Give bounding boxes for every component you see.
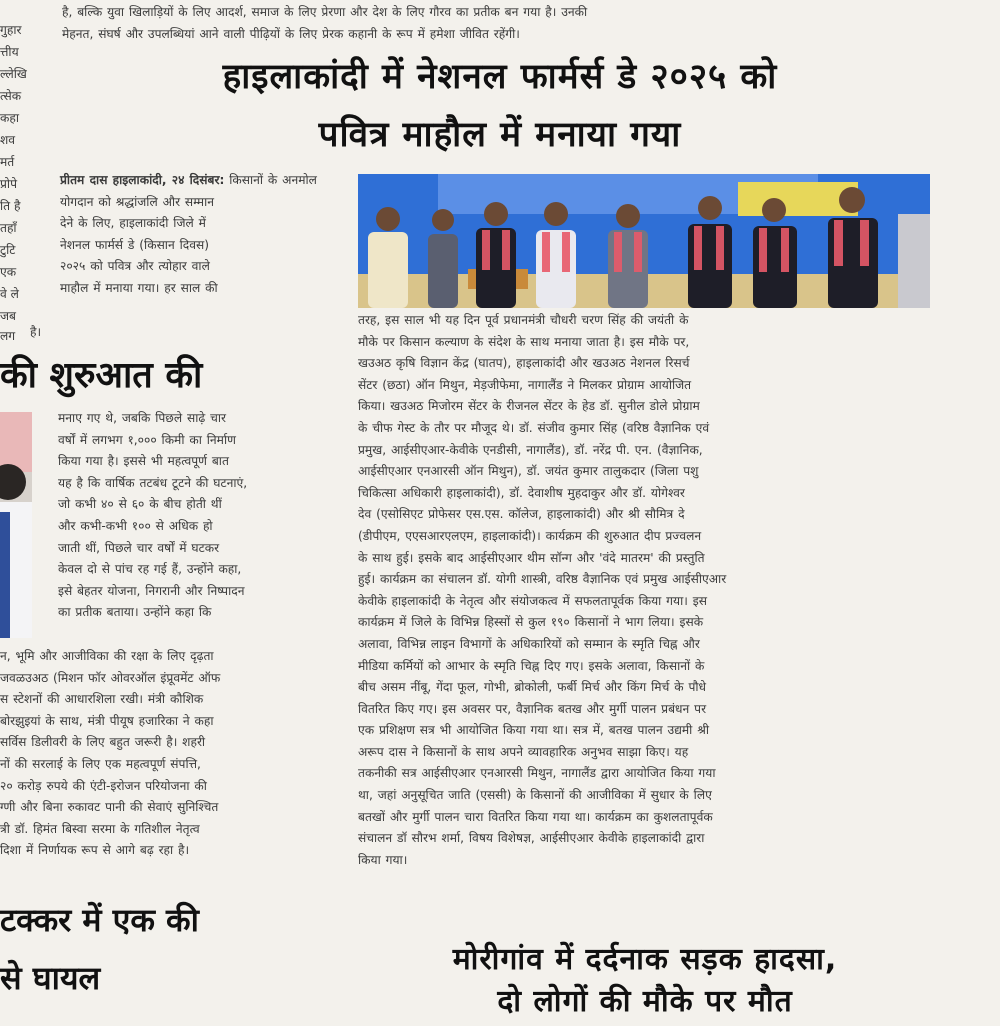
article-intro: [60, 170, 330, 300]
body-line: तकनीकी सत्र आईसीएआर एनआरसी मिथुन, नागालैंड द्वारा आयोजित किया गया: [358, 766, 716, 781]
left-story-line: और कभी-कभी १०० से अधिक हो: [58, 518, 213, 533]
body-line: हुई। कार्यक्रम का संचालन डॉ. योगी शास्त्री, वरिष्ठ वैज्ञानिक एवं प्रमुख आईसीएआर: [358, 572, 727, 587]
top-strip-line-1: है, बल्कि युवा खिलाड़ियों के लिए आदर्श, समाज के लिए प्रेरणा और देश के लिए गौरव का प्रतीक बन गया है। उनकी: [62, 5, 588, 19]
margin-line: एक: [0, 265, 17, 279]
left-story-photo-image: [0, 412, 32, 638]
body-line: सेंटर (छठा) ऑन मिथुन, मेड़जीफेमा, नागालैंड ने मिलकर प्रोग्राम आयोजित: [358, 377, 692, 392]
body-line: आईसीएआर एनआरसी ऑन मिथुन), डॉ. जयंत कुमार तालुकदार (जिला पशु: [358, 464, 699, 479]
margin-line: है।: [30, 325, 42, 339]
left-story-line: केवल दो से पांच रह गई हैं, उन्होंने कहा,: [58, 562, 242, 577]
body-line: किया। खउअठ मिजोरम सेंटर के रीजनल सेंटर के हेड डॉ. सुनील डोले प्रोग्राम: [358, 399, 700, 414]
body-line: किया गया।: [358, 852, 408, 867]
margin-line: मर्त: [0, 155, 15, 169]
left-story-wide-line: जवळउअठ (मिशन फॉर ओवरऑल इंप्रूवमेंट ऑफ: [0, 670, 221, 685]
event-photo: [358, 174, 930, 308]
margin-line: वे ले: [0, 287, 19, 301]
body-line: के साथ हुई। इसके बाद आईसीएआर थीम सॉन्ग और 'वंदे मातरम' की प्रस्तुति: [358, 550, 705, 565]
body-line: कार्यक्रम में जिले के विभिन्न हिस्सों से कुल १९० किसानों ने भाग लिया। इसके: [358, 615, 704, 630]
body-line: के चीफ गेस्ट के तौर पर मौजूद थे। डॉ. संजीव कुमार सिंह (वरिष्ठ वैज्ञानिक एवं: [358, 420, 710, 435]
headline-line-1: हाइलाकांदी में नेशनल फार्मर्स डे २०२५ को: [222, 57, 778, 97]
left-story-photo: [0, 412, 32, 638]
left-story-wide-line: २० करोड़ रुपये की एंटी-इरोजन परियोजना की: [0, 778, 207, 793]
margin-line: लग: [0, 329, 16, 343]
body-line: अलावा, विभिन्न लाइन विभागों के अधिकारियों को सम्मान के स्मृति चिह्न और: [358, 636, 700, 651]
margin-line: प्रोपे: [0, 177, 18, 191]
body-line: मौके पर किसान कल्याण के संदेश के साथ मनाया जाता है। इस मौके पर,: [358, 334, 690, 349]
body-line: था, जहां अनुसूचित जाति (एससी) के किसानों की आजीविका में सुधार के लिए: [358, 788, 712, 803]
left-story-line: जाती थीं, पिछले चार वर्षों में घटकर: [58, 540, 220, 555]
left-story-wide-line: दिशा में निर्णायक रूप से आगे बढ़ रहा है।: [0, 843, 190, 858]
left-story-headline: की शुरुआत की: [0, 355, 203, 396]
body-line: तरह, इस साल भी यह दिन पूर्व प्रधानमंत्री चौधरी चरण सिंह की जयंती के: [358, 313, 689, 327]
left-story-line: जो कभी ४० से ६० के बीच होती थीं: [58, 497, 222, 512]
body-line: मीडिया कर्मियों को आभार के स्मृति चिह्न दिए गए। इसके अलावा, किसानों के: [358, 658, 705, 673]
margin-line: त्तीय: [0, 45, 19, 59]
body-line: बतखों और मुर्गी पालन चारा वितरित किया गया था। कार्यक्रम का कुशलतापूर्वक: [358, 809, 713, 824]
left-story-wide-line: सर्विस डिलीवरी के लिए बहुत जरूरी है। शहरी: [0, 735, 206, 750]
body-line: एक प्रशिक्षण सत्र भी आयोजित किया गया था। सत्र में, बतख पालन उद्यमी श्री: [358, 723, 709, 738]
body-line: (डीपीएम, एएसआरएलएम, हाइलाकांदी)। कार्यक्रम की शुरुआत दीप प्रज्वलन: [358, 528, 702, 543]
left-story-line: यह है कि वार्षिक तटबंध टूटने की घटनाएं,: [58, 475, 248, 490]
left-story-line: मनाए गए थे, जबकि पिछले साढ़े चार: [58, 411, 226, 425]
margin-line: त्सेक: [0, 89, 22, 103]
left-story-wide-line: त्री डॉ. हिमंत बिस्वा सरमा के गतिशील नेतृत्व: [0, 821, 200, 836]
article-body: [358, 310, 932, 871]
left-story-wide-line: नों की सरलाई के लिए एक महत्वपूर्ण संपत्ति,: [0, 756, 201, 771]
left-story-line: किया गया है। इससे भी महत्वपूर्ण बात: [58, 454, 229, 469]
margin-line: शव: [0, 133, 16, 147]
left-story-line: वर्षों में लगभग १,००० किमी का निर्माण: [58, 432, 236, 447]
body-line: वितरित किए गए। इस अवसर पर, वैज्ञानिक बतख और मुर्गी पालन प्रबंधन पर: [358, 701, 707, 716]
left-story-line: इसे बेहतर योजना, निगरानी और निष्पादन: [58, 583, 245, 598]
intro-line: २०२५ को पवित्र और त्योहार वाले: [60, 259, 210, 274]
left-story-line: का प्रतीक बताया। उन्होंने कहा कि: [58, 605, 212, 620]
body-line: खउअठ कृषि विज्ञान केंद्र (घातप), हाइलाकांदी और खउअठ नेशनल रिसर्च: [358, 356, 690, 371]
margin-line: टुटि: [0, 243, 16, 257]
margin-line: तहाँ: [0, 221, 17, 235]
byline: प्रीतम दास हाइलाकांदी, २४ दिसंबर:: [60, 173, 225, 187]
margin-line: जब: [0, 309, 17, 323]
intro-line: किसानों के अनमोल: [229, 173, 317, 187]
bottom-story-headline-1: मोरीगांव में दर्दनाक सड़क हादसा,: [452, 942, 838, 977]
left-bottom-headline-2: से घायल: [0, 959, 101, 997]
left-story-wide-line: बोरझुइयां के साथ, मंत्री पीयूष हजारिका ने कहा: [0, 713, 214, 728]
top-strip-line-2: मेहनत, संघर्ष और उपलब्धियां आने वाली पीढ़ियों के लिए प्रेरक कहानी के रूप में हमेशा जीवित रहेंगी।: [62, 27, 520, 41]
headline-line-2: पवित्र माहौल में मनाया गया: [318, 115, 682, 155]
body-line: प्रमुख, आईसीएआर-केवीके एनडीसी, नागालैंड), डॉ. नरेंद्र पी. एन. (वैज्ञानिक,: [358, 442, 703, 457]
event-photo-image: [358, 174, 930, 308]
body-line: देव (एसोसिएट प्रोफेसर एस.एस. कॉलेज, हाइलाकांदी) और श्री सौमित्र दे: [358, 507, 685, 522]
intro-line: नेशनल फार्मर्स डे (किसान दिवस): [60, 237, 210, 252]
body-line: केवीके हाइलाकांदी के नेतृत्व और संयोजकत्व में सफलतापूर्वक किया गया। इस: [358, 593, 707, 608]
body-line: बीच असम नींबू, गेंदा फूल, गोभी, ब्रोकोली, फर्बी मिर्च और किंग मिर्च के पौधे: [358, 680, 707, 695]
body-line: संचालन डॉ सौरभ शर्मा, विषय विशेषज्ञ, आईसीएआर केवीके हाइलाकांदी द्वारा: [358, 831, 705, 846]
margin-line: ति है: [0, 199, 21, 213]
intro-line: देने के लिए, हाइलाकांदी जिले में: [60, 216, 206, 231]
left-bottom-headline-1: टक्कर में एक की: [0, 901, 199, 939]
left-story-wide-line: न, भूमि और आजीविका की रक्षा के लिए दृढ़ता: [0, 649, 214, 663]
left-story-wide-line: स स्टेशनों की आधारशिला रखी। मंत्री कौशिक: [0, 692, 204, 707]
left-story-column: [58, 408, 330, 624]
left-story-wide-line: ग्णी और बिना रुकावट पानी की सेवाएं सुनिश्चित: [0, 800, 219, 815]
intro-line: योगदान को श्रद्धांजलि और सम्मान: [60, 194, 215, 209]
margin-line: कहा: [0, 111, 19, 125]
bottom-story-headline-2: दो लोगों की मौके पर मौत: [497, 984, 793, 1019]
intro-line: माहौल में मनाया गया। हर साल की: [60, 280, 218, 295]
margin-line: गुहार: [0, 23, 22, 37]
body-line: अरूप दास ने किसानों के साथ अपने व्यावहारिक अनुभव साझा किए। यह: [358, 744, 689, 759]
left-story-wide: [0, 646, 332, 862]
margin-line: ल्लेखि: [0, 67, 27, 81]
body-line: चिकित्सा अधिकारी हाइलाकांदी), डॉ. देवाशीष मुहदाकुर और डॉ. योगेश्वर: [358, 485, 685, 500]
